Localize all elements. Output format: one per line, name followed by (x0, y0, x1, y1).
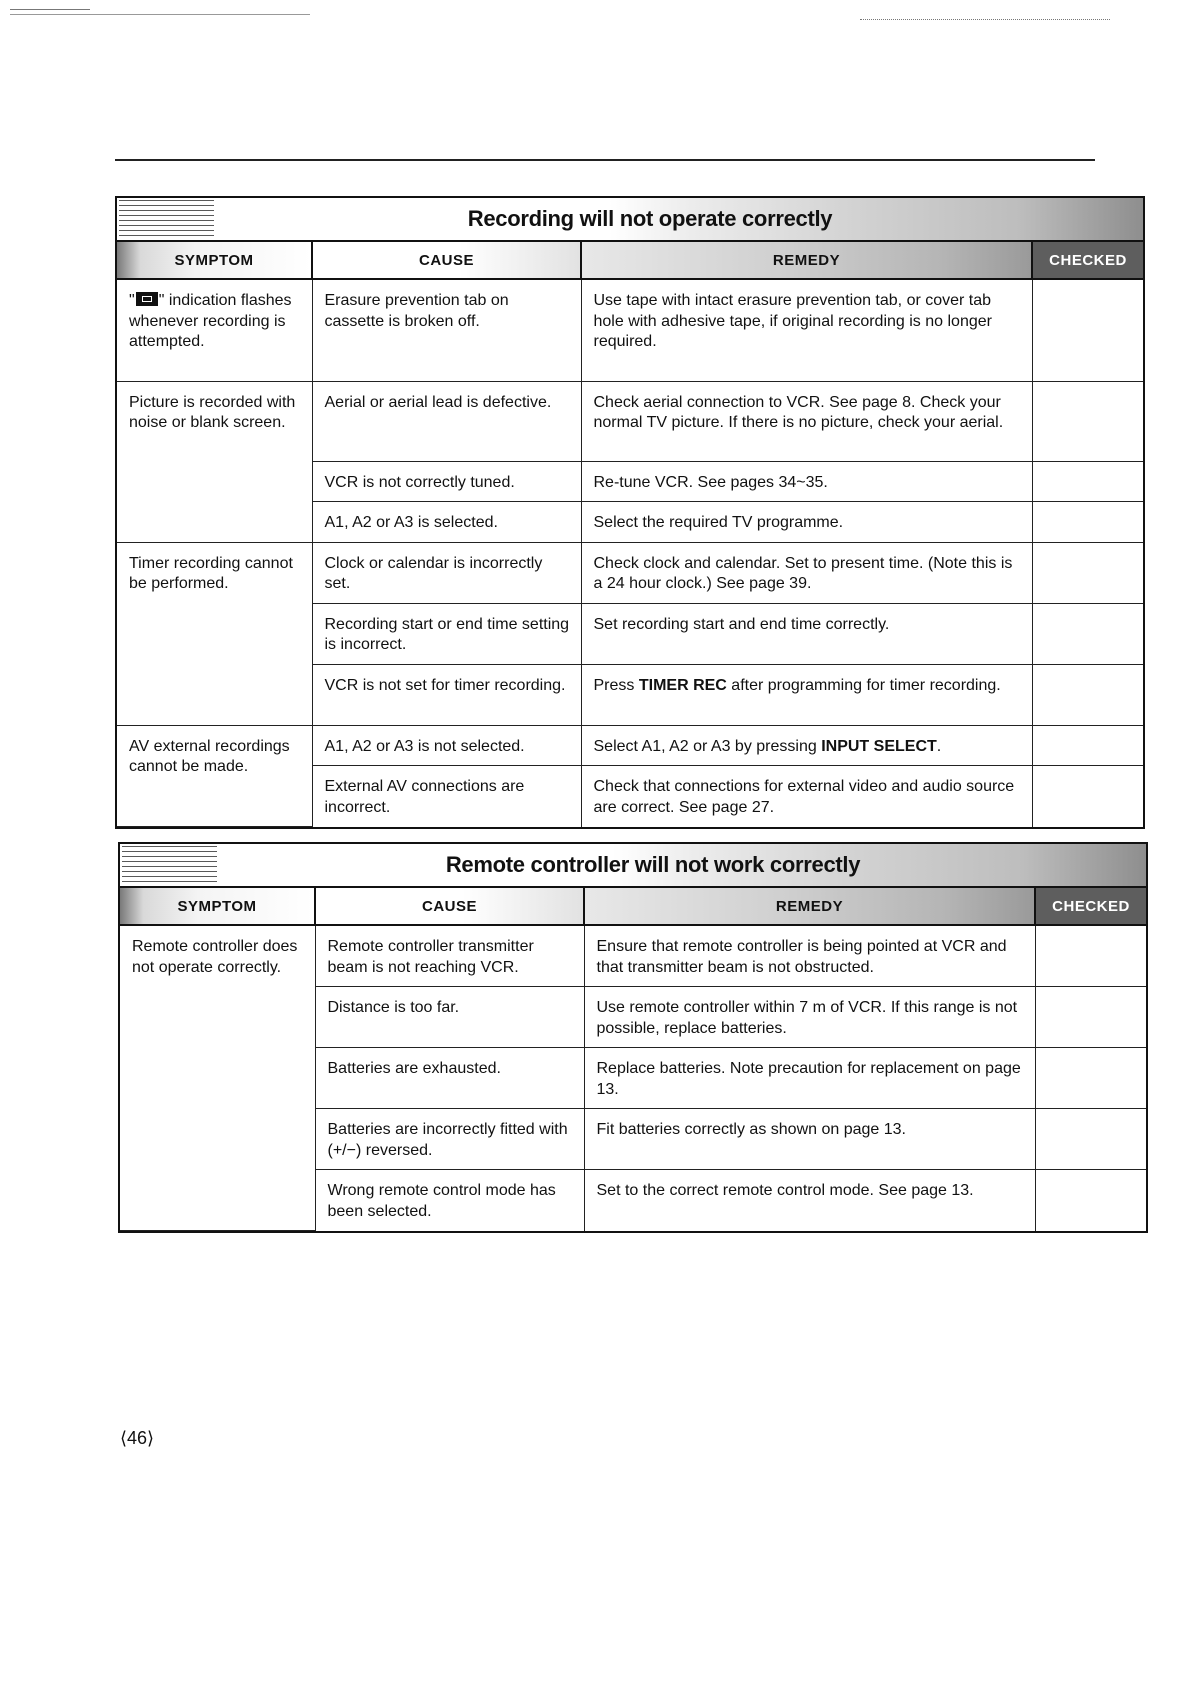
remedy-cell (581, 725, 1032, 766)
checked-cell[interactable] (1035, 925, 1146, 987)
table-row (117, 279, 1143, 381)
section-title-bar (120, 844, 1146, 888)
remedy-cell: Re-tune VCR. See pages 34~35. (581, 461, 1032, 502)
checked-cell[interactable] (1035, 987, 1146, 1048)
title-stripes (122, 846, 217, 882)
checked-cell[interactable] (1032, 664, 1143, 725)
section-title: Recording will not operate correctly (467, 206, 833, 231)
section-title: Remote controller will not work correctly (445, 852, 861, 877)
remedy-cell: Check aerial connection to VCR. See page 8. Check your normal TV picture. If there is no picture, check your aerial. (581, 381, 1032, 461)
cause-cell: Clock or calendar is incorrectly set. (312, 542, 581, 603)
remedy-cell: Replace batteries. Note precaution for replacement on page 13. (584, 1048, 1035, 1109)
cause-cell: Wrong remote control mode has been selected. (315, 1170, 584, 1231)
remedy-cell: Use tape with intact erasure prevention tab, or cover tab hole with adhesive tape, if original recording is no longer required. (581, 279, 1032, 381)
header-remedy: REMEDY (584, 888, 1035, 925)
tape-icon (136, 292, 158, 306)
scan-artifact (10, 14, 310, 15)
header-symptom: SYMPTOM (120, 888, 315, 925)
header-symptom: SYMPTOM (117, 242, 312, 279)
remedy-cell: Set to the correct remote control mode. See page 13. (584, 1170, 1035, 1231)
checked-cell[interactable] (1032, 603, 1143, 664)
troubleshooting-table (117, 242, 1143, 827)
checked-cell[interactable] (1032, 725, 1143, 766)
remedy-cell: Fit batteries correctly as shown on page 13. (584, 1109, 1035, 1170)
title-stripes (119, 200, 214, 236)
page-number: ⟨46⟩ (120, 1428, 155, 1448)
section-recording (115, 196, 1145, 829)
remedy-cell: Ensure that remote controller is being pointed at VCR and that transmitter beam is not obstructed. (584, 925, 1035, 987)
symptom-cell: Remote controller does not operate correctly. (120, 925, 315, 1231)
header-cause: CAUSE (312, 242, 581, 279)
checked-cell[interactable] (1032, 542, 1143, 603)
checked-cell[interactable] (1035, 1109, 1146, 1170)
checked-cell[interactable] (1035, 1048, 1146, 1109)
cause-cell: Batteries are exhausted. (315, 1048, 584, 1109)
checked-cell[interactable] (1035, 1170, 1146, 1231)
symptom-cell: Picture is recorded with noise or blank screen. (117, 381, 312, 542)
header-checked: CHECKED (1035, 888, 1146, 925)
cause-cell: A1, A2 or A3 is not selected. (312, 725, 581, 766)
remedy-text: . (936, 737, 942, 755)
troubleshooting-table (120, 888, 1146, 1231)
table-row (117, 542, 1143, 603)
cause-cell: VCR is not set for timer recording. (312, 664, 581, 725)
section-remote (118, 842, 1148, 1233)
checked-cell[interactable] (1032, 461, 1143, 502)
cause-cell: Remote controller transmitter beam is not reaching VCR. (315, 925, 584, 987)
table-row (120, 925, 1146, 987)
cause-cell: A1, A2 or A3 is selected. (312, 502, 581, 543)
checked-cell[interactable] (1032, 766, 1143, 827)
scan-artifact (10, 9, 90, 10)
cause-cell: Batteries are incorrectly fitted with (+/−) reversed. (315, 1109, 584, 1170)
remedy-cell: Check that connections for external video and audio source are correct. See page 27. (581, 766, 1032, 827)
cause-cell: Aerial or aerial lead is defective. (312, 381, 581, 461)
header-remedy: REMEDY (581, 242, 1032, 279)
cause-cell: VCR is not correctly tuned. (312, 461, 581, 502)
header-checked: CHECKED (1032, 242, 1143, 279)
symptom-cell: Timer recording cannot be performed. (117, 542, 312, 725)
remedy-cell: Use remote controller within 7 m of VCR. If this range is not possible, replace batteries. (584, 987, 1035, 1048)
cause-cell: Erasure prevention tab on cassette is broken off. (312, 279, 581, 381)
cause-cell: Distance is too far. (315, 987, 584, 1048)
scan-artifact (860, 19, 1110, 20)
remedy-cell: Set recording start and end time correctly. (581, 603, 1032, 664)
table-row (117, 725, 1143, 766)
remedy-text: after programming for timer recording. (726, 676, 1001, 694)
checked-cell[interactable] (1032, 279, 1143, 381)
remedy-text: Press (593, 676, 639, 694)
header-cause: CAUSE (315, 888, 584, 925)
symptom-cell: AV external recordings cannot be made. (117, 725, 312, 827)
checked-cell[interactable] (1032, 381, 1143, 461)
input-select-key: INPUT SELECT (821, 737, 937, 755)
remedy-text: Select A1, A2 or A3 by pressing (593, 737, 822, 755)
cause-cell: Recording start or end time setting is incorrect. (312, 603, 581, 664)
section-title-bar (117, 198, 1143, 242)
top-rule (115, 159, 1095, 161)
remedy-cell (581, 664, 1032, 725)
remedy-cell: Select the required TV programme. (581, 502, 1032, 543)
remedy-cell: Check clock and calendar. Set to present time. (Note this is a 24 hour clock.) See page 39. (581, 542, 1032, 603)
checked-cell[interactable] (1032, 502, 1143, 543)
cause-cell: External AV connections are incorrect. (312, 766, 581, 827)
table-row (117, 381, 1143, 461)
symptom-cell: " " indication flashes whenever recording is attempted. (117, 279, 312, 381)
timer-rec-key: TIMER REC (638, 676, 727, 694)
